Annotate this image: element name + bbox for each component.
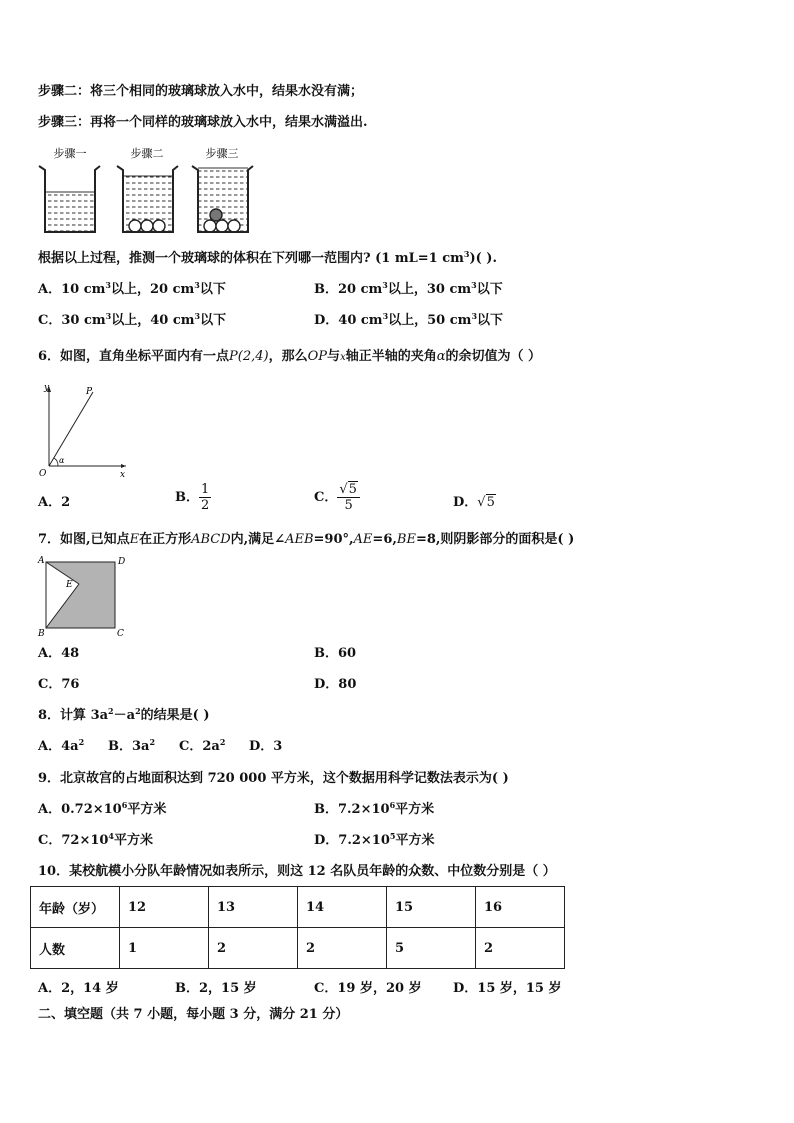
q6-coordinate-figure: [36, 380, 136, 480]
beaker-2: [117, 166, 178, 232]
q6-option-b: B． $\frac{1}{2}$: [175, 482, 210, 513]
q5-option-c: C．30 $cm^3$以上，40 $cm^3$以下: [38, 311, 227, 328]
fig-label-d: D: [118, 557, 126, 567]
q10-option-d: D．15 岁，15 岁: [453, 981, 562, 996]
fig-label-e: E: [66, 580, 73, 590]
fig-alpha-label: α: [59, 456, 65, 465]
table-cell: 2: [476, 928, 565, 969]
q8-stem: 8．计算 $3a^2-a^2$的结果是( ): [38, 706, 210, 723]
q10-option-b: B．2，15 岁: [175, 981, 257, 996]
q7-square-figure: [36, 554, 131, 639]
q6-stem: 6．如图，直角坐标平面内有一点P(2,4)，那么OP与x轴正半轴的夹角α的余切值为（ ）: [38, 349, 542, 364]
age-table: [30, 886, 565, 969]
q6-option-c: C． $\frac{√5}{5}$: [314, 482, 360, 513]
q9-stem: 9．北京故宫的占地面积达到 720 000 平方米，这个数据用科学记数法表示为( ): [38, 771, 509, 786]
table-cell: 年龄（岁）: [31, 887, 120, 928]
table-cell: 2: [209, 928, 298, 969]
fig-y-label: y: [44, 383, 50, 393]
q8-option-d: D．3: [249, 739, 283, 754]
table-cell: 2: [298, 928, 387, 969]
fig-label-b: B: [38, 629, 45, 639]
table-cell: 1: [120, 928, 209, 969]
beaker-3: [192, 166, 253, 232]
beaker-label-3: 步骤三: [205, 147, 239, 160]
q10-option-c: C．19 岁，20 岁: [314, 981, 422, 996]
q8-option-b: B．$3a^2$: [108, 737, 156, 754]
q7-option-c: C．76: [38, 677, 80, 692]
q5-option-d: D．40 $cm^3$以上，50 $cm^3$以下: [314, 311, 504, 328]
beaker-label-2: 步骤二: [130, 147, 164, 160]
q5-option-b: B．20 $cm^3$以上，30 $cm^3$以下: [314, 280, 503, 297]
beaker-1: [39, 166, 100, 232]
table-cell: 14: [298, 887, 387, 928]
table-cell: 16: [476, 887, 565, 928]
q8-option-a: A．$4a^2$: [38, 737, 85, 754]
section-2-heading: 二、填空题（共 7 小题，每小题 3 分，满分 21 分）: [38, 1007, 349, 1022]
table-cell: 15: [387, 887, 476, 928]
table-cell: 12: [120, 887, 209, 928]
q9-option-c: C．$72\times 10^4$平方米: [38, 831, 154, 848]
beaker-label-1: 步骤一: [53, 147, 87, 160]
q6-option-a: A．2: [38, 495, 71, 510]
q10-stem: 10．某校航模小分队年龄情况如表所示，则这 12 名队员年龄的众数、中位数分别是（ ）: [38, 864, 556, 879]
fig-x-label: x: [120, 470, 126, 480]
fig-label-a: A: [38, 556, 45, 566]
q5-question: 根据以上过程，推测一个玻璃球的体积在下列哪一范围内? (1 mL=1 $cm^3$)( ).: [38, 249, 497, 266]
table-row: [31, 887, 565, 928]
fig-point-label: P: [86, 387, 93, 397]
beakers-figure: [36, 144, 266, 239]
q10-option-a: A．2，14 岁: [38, 981, 119, 996]
q9-option-b: B．$7.2\times 10^6$平方米: [314, 800, 435, 817]
q9-option-d: D．$7.2\times 10^5$平方米: [314, 831, 435, 848]
q7-option-a: A．48: [38, 646, 80, 661]
table-row: [31, 928, 565, 969]
q5-option-a: A．10 $cm^3$以上，20 $cm^3$以下: [38, 280, 226, 297]
q5-step3: 步骤三：再将一个同样的玻璃球放入水中，结果水满溢出.: [38, 115, 368, 130]
q8-option-c: C．$2a^2$: [179, 737, 226, 754]
table-cell: 人数: [31, 928, 120, 969]
table-cell: 13: [209, 887, 298, 928]
q7-stem: 7．如图,已知点E在正方形ABCD内,满足∠AEB=90°,AE=6,BE=8,则阴影部分的面积是( ): [38, 532, 575, 547]
table-cell: 5: [387, 928, 476, 969]
q7-option-b: B．60: [314, 646, 357, 661]
q5-step2: 步骤二：将三个相同的玻璃球放入水中，结果水没有满；: [38, 84, 364, 99]
q7-option-d: D．80: [314, 677, 357, 692]
q9-option-a: A．$0.72\times 10^6$平方米: [38, 800, 167, 817]
q6-option-d: D．√5: [453, 495, 495, 510]
fig-origin-label: O: [39, 469, 47, 479]
fig-label-c: C: [117, 629, 124, 639]
